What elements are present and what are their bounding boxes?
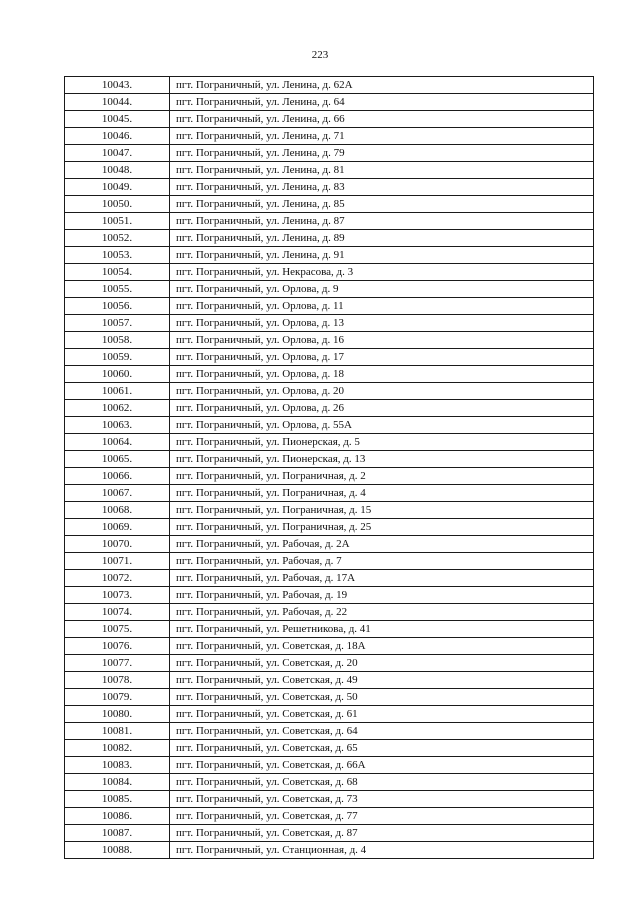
address-cell: пгт. Пограничный, ул. Орлова, д. 11 xyxy=(170,298,594,315)
address-cell: пгт. Пограничный, ул. Рабочая, д. 17А xyxy=(170,570,594,587)
table-row xyxy=(65,808,594,825)
row-number-cell: 10051. xyxy=(65,213,170,230)
table-row xyxy=(65,94,594,111)
table-row xyxy=(65,247,594,264)
row-number-cell: 10088. xyxy=(65,842,170,859)
row-number-cell: 10086. xyxy=(65,808,170,825)
table-row xyxy=(65,689,594,706)
row-number-cell: 10064. xyxy=(65,434,170,451)
row-number-cell: 10073. xyxy=(65,587,170,604)
table-row xyxy=(65,553,594,570)
table-row xyxy=(65,655,594,672)
row-number-cell: 10076. xyxy=(65,638,170,655)
row-number-cell: 10062. xyxy=(65,400,170,417)
table-row xyxy=(65,145,594,162)
address-cell: пгт. Пограничный, ул. Советская, д. 49 xyxy=(170,672,594,689)
address-cell: пгт. Пограничный, ул. Орлова, д. 9 xyxy=(170,281,594,298)
row-number-cell: 10082. xyxy=(65,740,170,757)
address-cell: пгт. Пограничный, ул. Пограничная, д. 25 xyxy=(170,519,594,536)
table-row xyxy=(65,638,594,655)
address-cell: пгт. Пограничный, ул. Советская, д. 77 xyxy=(170,808,594,825)
address-cell: пгт. Пограничный, ул. Пограничная, д. 15 xyxy=(170,502,594,519)
table-row xyxy=(65,196,594,213)
address-cell: пгт. Пограничный, ул. Рабочая, д. 22 xyxy=(170,604,594,621)
row-number-cell: 10058. xyxy=(65,332,170,349)
table-row xyxy=(65,281,594,298)
row-number-cell: 10046. xyxy=(65,128,170,145)
address-cell: пгт. Пограничный, ул. Ленина, д. 81 xyxy=(170,162,594,179)
address-cell: пгт. Пограничный, ул. Станционная, д. 4 xyxy=(170,842,594,859)
row-number-cell: 10077. xyxy=(65,655,170,672)
address-cell: пгт. Пограничный, ул. Советская, д. 20 xyxy=(170,655,594,672)
address-cell: пгт. Пограничный, ул. Ленина, д. 87 xyxy=(170,213,594,230)
address-cell: пгт. Пограничный, ул. Советская, д. 87 xyxy=(170,825,594,842)
table-row xyxy=(65,519,594,536)
row-number-cell: 10083. xyxy=(65,757,170,774)
table-row xyxy=(65,128,594,145)
table-row xyxy=(65,349,594,366)
table-row xyxy=(65,468,594,485)
table-row xyxy=(65,400,594,417)
address-cell: пгт. Пограничный, ул. Советская, д. 64 xyxy=(170,723,594,740)
row-number-cell: 10080. xyxy=(65,706,170,723)
row-number-cell: 10049. xyxy=(65,179,170,196)
address-cell: пгт. Пограничный, ул. Орлова, д. 26 xyxy=(170,400,594,417)
table-row xyxy=(65,383,594,400)
row-number-cell: 10078. xyxy=(65,672,170,689)
page-number: 223 xyxy=(311,49,329,61)
row-number-cell: 10068. xyxy=(65,502,170,519)
address-cell: пгт. Пограничный, ул. Орлова, д. 13 xyxy=(170,315,594,332)
table-row xyxy=(65,213,594,230)
table-row xyxy=(65,485,594,502)
address-cell: пгт. Пограничный, ул. Ленина, д. 66 xyxy=(170,111,594,128)
table-row xyxy=(65,264,594,281)
row-number-cell: 10061. xyxy=(65,383,170,400)
table-row xyxy=(65,791,594,808)
row-number-cell: 10070. xyxy=(65,536,170,553)
address-cell: пгт. Пограничный, ул. Ленина, д. 91 xyxy=(170,247,594,264)
table-row xyxy=(65,77,594,94)
address-cell: пгт. Пограничный, ул. Рабочая, д. 2А xyxy=(170,536,594,553)
row-number-cell: 10084. xyxy=(65,774,170,791)
row-number-cell: 10087. xyxy=(65,825,170,842)
table-row xyxy=(65,536,594,553)
address-cell: пгт. Пограничный, ул. Советская, д. 66А xyxy=(170,757,594,774)
row-number-cell: 10072. xyxy=(65,570,170,587)
address-cell: пгт. Пограничный, ул. Пионерская, д. 5 xyxy=(170,434,594,451)
row-number-cell: 10059. xyxy=(65,349,170,366)
table-row xyxy=(65,706,594,723)
address-cell: пгт. Пограничный, ул. Ленина, д. 71 xyxy=(170,128,594,145)
address-cell: пгт. Пограничный, ул. Советская, д. 68 xyxy=(170,774,594,791)
row-number-cell: 10043. xyxy=(65,77,170,94)
table-row xyxy=(65,825,594,842)
address-cell: пгт. Пограничный, ул. Орлова, д. 55А xyxy=(170,417,594,434)
table-row xyxy=(65,757,594,774)
table-row xyxy=(65,502,594,519)
row-number-cell: 10055. xyxy=(65,281,170,298)
table-row xyxy=(65,230,594,247)
row-number-cell: 10047. xyxy=(65,145,170,162)
address-cell: пгт. Пограничный, ул. Решетникова, д. 41 xyxy=(170,621,594,638)
row-number-cell: 10085. xyxy=(65,791,170,808)
address-cell: пгт. Пограничный, ул. Орлова, д. 17 xyxy=(170,349,594,366)
row-number-cell: 10044. xyxy=(65,94,170,111)
address-cell: пгт. Пограничный, ул. Ленина, д. 62А xyxy=(170,77,594,94)
address-cell: пгт. Пограничный, ул. Орлова, д. 20 xyxy=(170,383,594,400)
row-number-cell: 10067. xyxy=(65,485,170,502)
table-row xyxy=(65,179,594,196)
address-cell: пгт. Пограничный, ул. Пограничная, д. 2 xyxy=(170,468,594,485)
row-number-cell: 10057. xyxy=(65,315,170,332)
address-cell: пгт. Пограничный, ул. Советская, д. 61 xyxy=(170,706,594,723)
row-number-cell: 10069. xyxy=(65,519,170,536)
row-number-cell: 10075. xyxy=(65,621,170,638)
row-number-cell: 10050. xyxy=(65,196,170,213)
row-number-cell: 10065. xyxy=(65,451,170,468)
table-row xyxy=(65,723,594,740)
table-row xyxy=(65,434,594,451)
address-cell: пгт. Пограничный, ул. Ленина, д. 64 xyxy=(170,94,594,111)
table-row xyxy=(65,111,594,128)
table-row xyxy=(65,298,594,315)
row-number-cell: 10066. xyxy=(65,468,170,485)
registry-table-body xyxy=(65,77,594,859)
table-row xyxy=(65,366,594,383)
row-number-cell: 10063. xyxy=(65,417,170,434)
row-number-cell: 10045. xyxy=(65,111,170,128)
address-cell: пгт. Пограничный, ул. Советская, д. 65 xyxy=(170,740,594,757)
address-cell: пгт. Пограничный, ул. Советская, д. 50 xyxy=(170,689,594,706)
table-row xyxy=(65,740,594,757)
table-row xyxy=(65,621,594,638)
table-row xyxy=(65,672,594,689)
address-cell: пгт. Пограничный, ул. Пограничная, д. 4 xyxy=(170,485,594,502)
row-number-cell: 10074. xyxy=(65,604,170,621)
address-cell: пгт. Пограничный, ул. Ленина, д. 83 xyxy=(170,179,594,196)
row-number-cell: 10052. xyxy=(65,230,170,247)
table-row xyxy=(65,604,594,621)
address-cell: пгт. Пограничный, ул. Орлова, д. 16 xyxy=(170,332,594,349)
row-number-cell: 10079. xyxy=(65,689,170,706)
address-registry-table xyxy=(64,76,594,859)
address-cell: пгт. Пограничный, ул. Рабочая, д. 19 xyxy=(170,587,594,604)
row-number-cell: 10053. xyxy=(65,247,170,264)
row-number-cell: 10048. xyxy=(65,162,170,179)
row-number-cell: 10056. xyxy=(65,298,170,315)
address-cell: пгт. Пограничный, ул. Пионерская, д. 13 xyxy=(170,451,594,468)
address-cell: пгт. Пограничный, ул. Ленина, д. 89 xyxy=(170,230,594,247)
table-row xyxy=(65,162,594,179)
row-number-cell: 10060. xyxy=(65,366,170,383)
table-row xyxy=(65,842,594,859)
row-number-cell: 10081. xyxy=(65,723,170,740)
row-number-cell: 10054. xyxy=(65,264,170,281)
address-cell: пгт. Пограничный, ул. Рабочая, д. 7 xyxy=(170,553,594,570)
table-row xyxy=(65,332,594,349)
table-row xyxy=(65,315,594,332)
address-cell: пгт. Пограничный, ул. Ленина, д. 85 xyxy=(170,196,594,213)
address-cell: пгт. Пограничный, ул. Советская, д. 73 xyxy=(170,791,594,808)
address-cell: пгт. Пограничный, ул. Ленина, д. 79 xyxy=(170,145,594,162)
table-row xyxy=(65,774,594,791)
address-cell: пгт. Пограничный, ул. Орлова, д. 18 xyxy=(170,366,594,383)
table-row xyxy=(65,587,594,604)
table-row xyxy=(65,451,594,468)
row-number-cell: 10071. xyxy=(65,553,170,570)
address-cell: пгт. Пограничный, ул. Советская, д. 18А xyxy=(170,638,594,655)
address-cell: пгт. Пограничный, ул. Некрасова, д. 3 xyxy=(170,264,594,281)
table-row xyxy=(65,417,594,434)
table-row xyxy=(65,570,594,587)
